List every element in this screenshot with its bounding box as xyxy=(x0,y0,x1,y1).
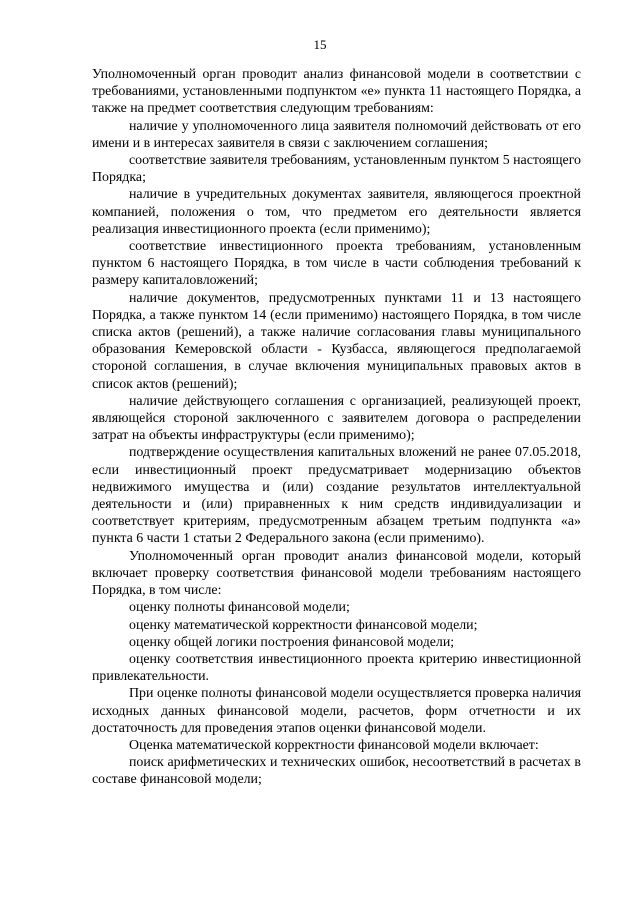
paragraph-math-check: оценку математической корректности финансовой модели; xyxy=(129,617,478,633)
paragraph-completeness-check: оценку полноты финансовой модели; xyxy=(129,600,350,616)
paragraph-documents: наличие документов, предусмотренных пунктами 11 и 13 настоящего Порядка, а также пунктом 14 (если применимо) настоящего Порядка, в том числе списка актов (решений), а также наличие согласования главы муниципального образования Кемеровской области - Кузбасса, являющегося предполагаемой стороной соглашения, в случае включения муниципальных правовых актов в список актов (решений); xyxy=(92,290,581,392)
document-body xyxy=(92,66,581,789)
paragraph-completeness-assessment: При оценке полноты финансовой модели осуществляется проверка наличия исходных данных финансовой модели, расчетов, форм отчетности и их достаточность для проведения этапов оценки финансовой модели. xyxy=(92,686,581,736)
page-number: 15 xyxy=(313,37,327,52)
paragraph-model-analysis: Уполномоченный орган проводит анализ финансовой модели, который включает проверку соответствия финансовой модели требованиям настоящего Порядка, в том числе: xyxy=(92,548,581,599)
paragraph-logic-check: оценку общей логики построения финансовой модели; xyxy=(129,634,455,650)
paragraph-attractiveness-check: оценку соответствия инвестиционного проекта критерию инвестиционной привлекательности. xyxy=(92,651,581,685)
paragraph-project-compliance: соответствие инвестиционного проекта требованиям, установленным пунктом 6 настоящего Порядка, в том числе в части соблюдения требований к размеру капиталовложений; xyxy=(92,239,581,289)
paragraph-applicant-compliance: соответствие заявителя требованиям, установленным пунктом 5 настоящего Порядка; xyxy=(92,153,581,186)
paragraph-founding-documents: наличие в учредительных документах заявителя, являющегося проектной компанией, положения о том, что предметом его деятельности является реализация инвестиционного проекта (если применимо); xyxy=(92,187,581,237)
paragraph-infrastructure-agreement: наличие действующего соглашения с организацией, реализующей проект, являющейся стороной заключенного с заявителем договора о распределении затрат на объекты инфраструктуры (если применимо); xyxy=(92,393,581,444)
paragraph-authority: наличие у уполномоченного лица заявителя полномочий действовать от его имени и в интересах заявителя в связи с заключением соглашения; xyxy=(92,118,581,151)
paragraph-math-assessment: Оценка математической корректности финансовой модели включает: xyxy=(129,737,539,753)
paragraph-capital-investments: подтверждение осуществления капитальных вложений не ранее 07.05.2018, если инвестиционный проект предусматривает модернизацию объектов недвижимого имущества и (или) создание результатов интеллектуальной деятельности и (или) приравненных к ним средств индивидуализации и соответствует критериям, предусмотренным абзацем третьим подпункта «а» пункта 6 части 1 статьи 2 Федерального закона (если применимо). xyxy=(92,445,581,547)
paragraph-error-search: поиск арифметических и технических ошибок, несоответствий в расчетах в составе финансовой модели; xyxy=(92,755,581,788)
paragraph-analysis-intro: Уполномоченный орган проводит анализ финансовой модели в соответствии с требованиями, установленными подпунктом «е» пункта 11 настоящего Порядка, а также на предмет соответствия следующим требованиям: xyxy=(92,67,581,117)
